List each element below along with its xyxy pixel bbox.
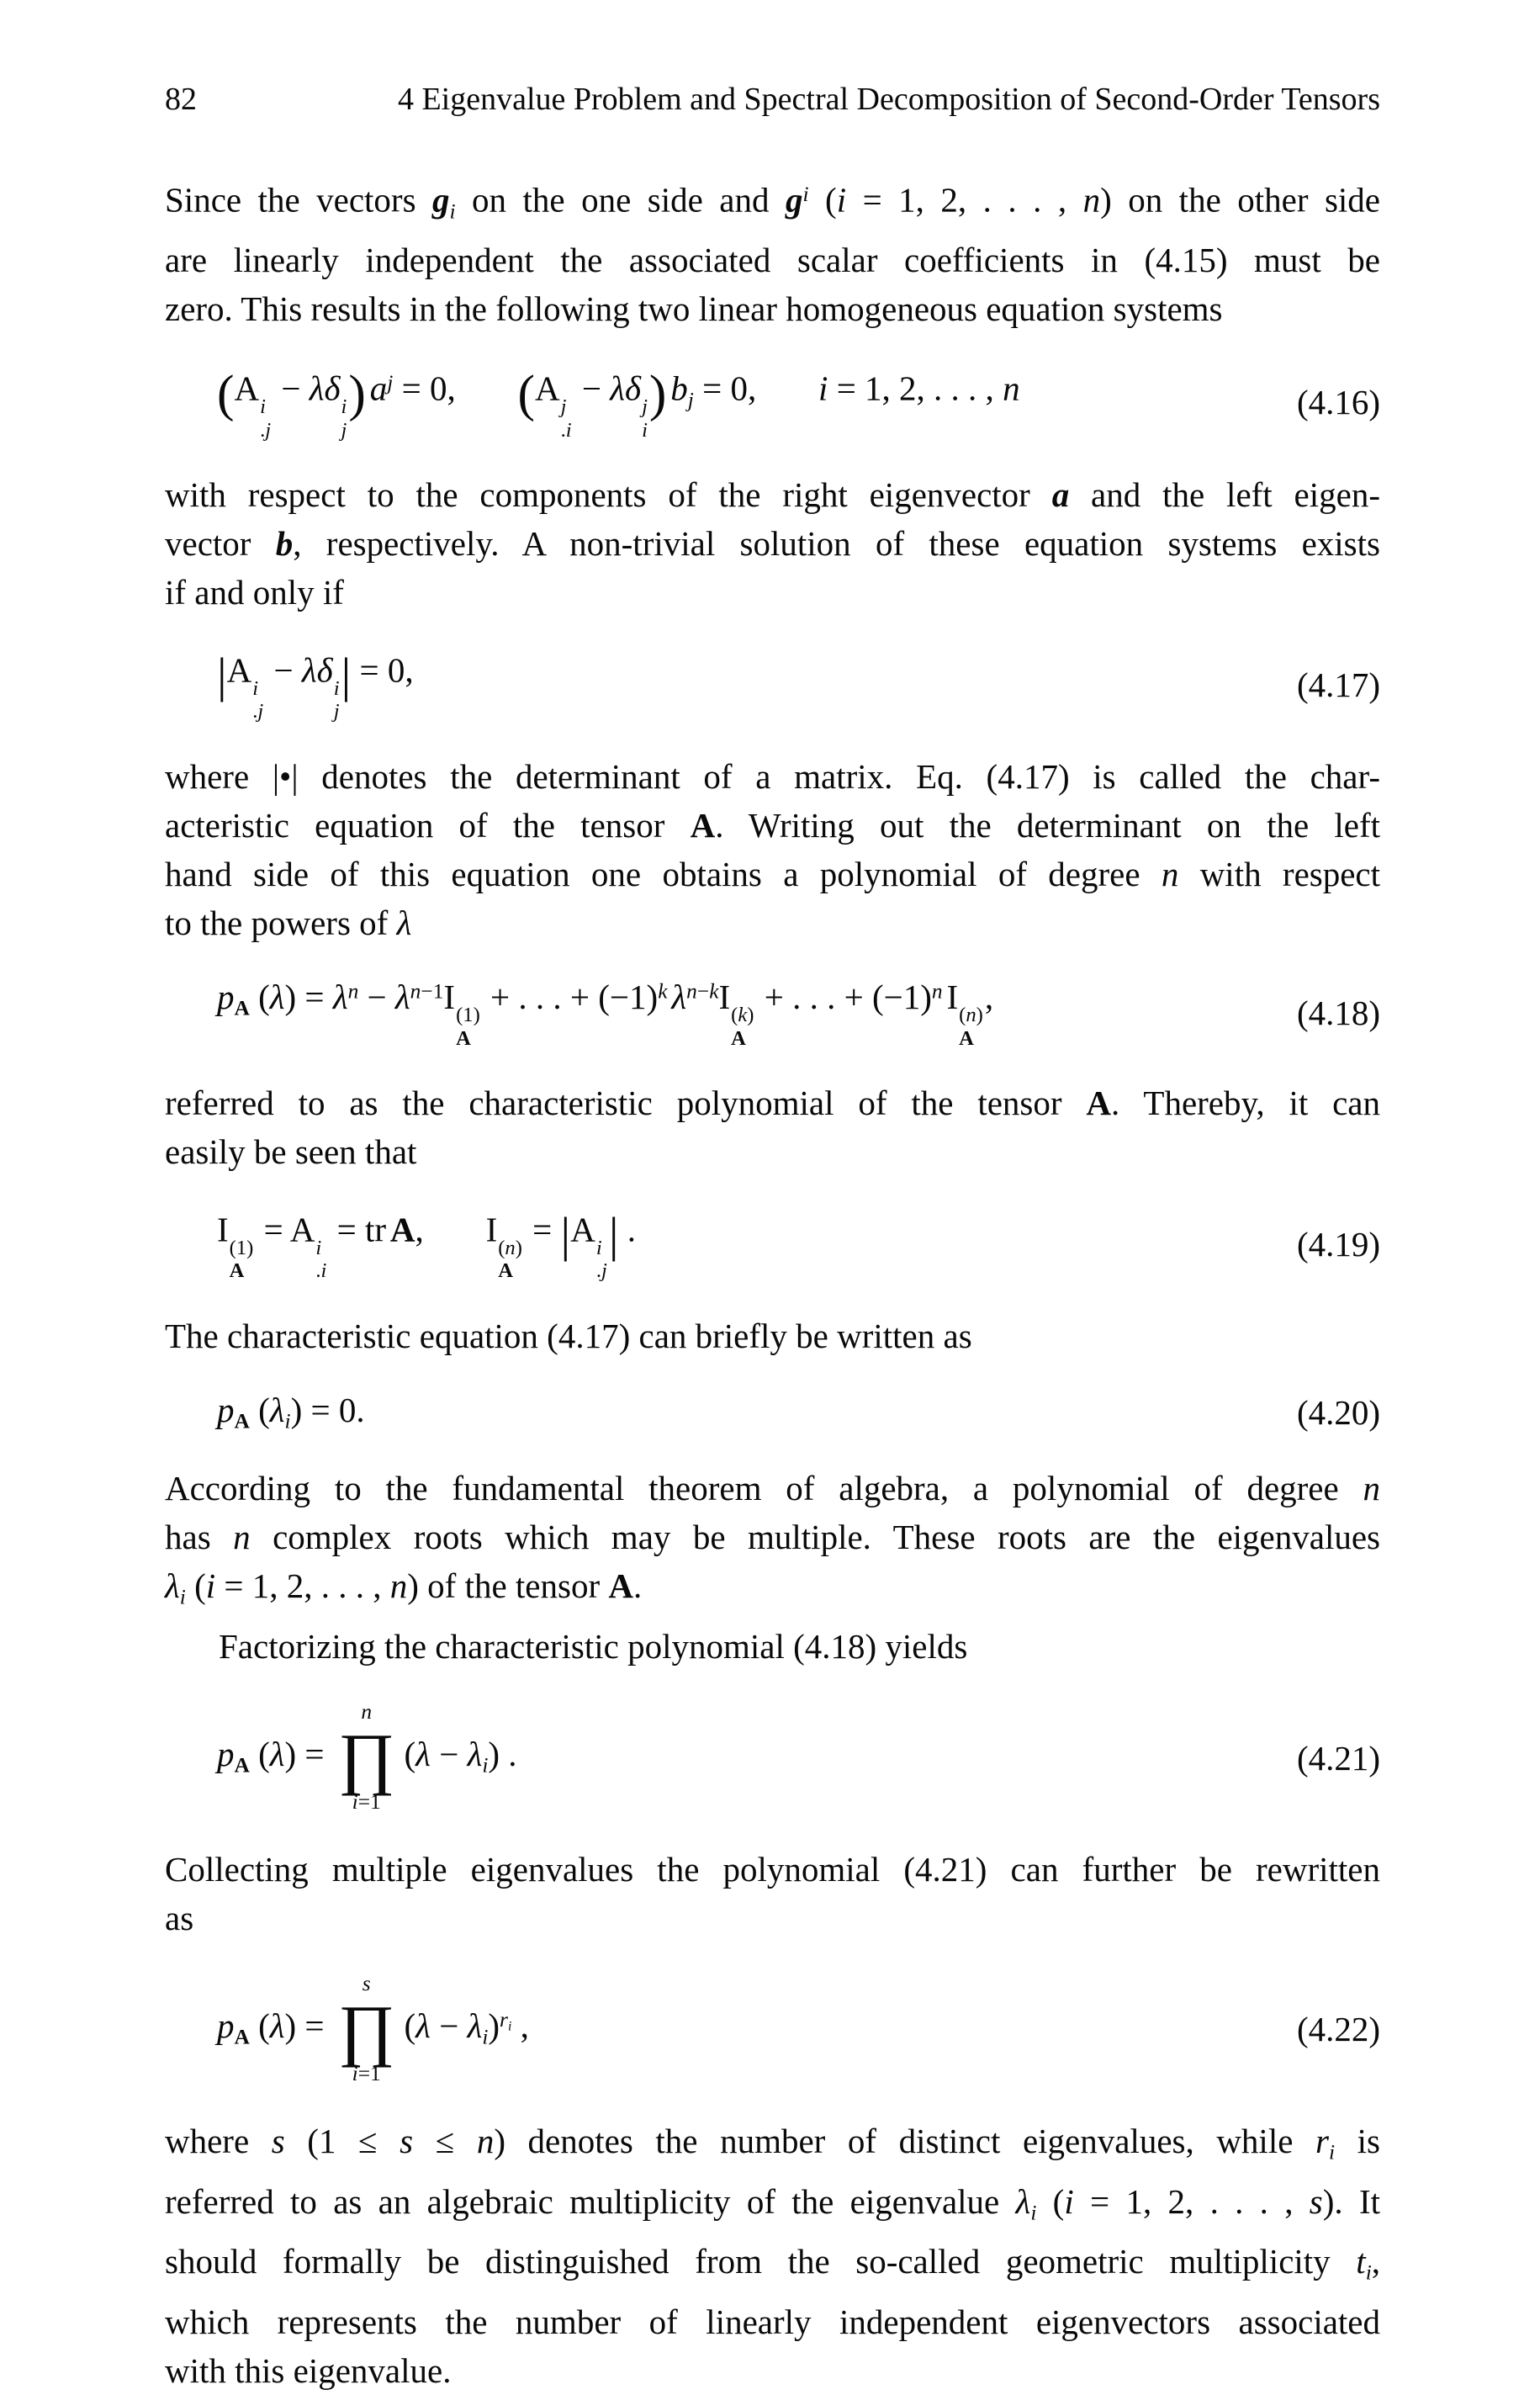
- equation-number: (4.17): [1296, 665, 1380, 704]
- text-line: referred to as the characteristic polynomial of the tensor A. Thereby, it can: [165, 1084, 1380, 1123]
- equation-body: $p_A$ (λ) = n ∏ i=1 $(\lambda - \lambda_i)$ .: [217, 1700, 517, 1815]
- equation-4-21: [165, 1699, 1380, 1816]
- page-content: [165, 170, 1380, 2395]
- text-line: which represents the number of linearly independent eigenvectors associated: [165, 2302, 1380, 2341]
- text-line: hand side of this equation one obtains a polynomial of degree n with respect: [165, 855, 1381, 894]
- text-line: Factorizing the characteristic polynomial (4.18) yields: [219, 1627, 968, 1666]
- text-line: zero. This results in the following two linear homogeneous equation systems: [165, 289, 1223, 329]
- paragraph-3: [165, 752, 1380, 947]
- text-line: with this eigenvalue.: [165, 2350, 452, 2390]
- text-line: as: [165, 1898, 194, 1937]
- equation-body: $p_A$ $(\lambda) = \lambda^n - \lambda^{n-1}I$ (1) A + . . . + $(-1)^k$ $\lambda^{n-k}I$ (k) A + . . . + $(-1)^n$ I (n) A ,: [217, 978, 994, 1050]
- equation-body: $p_A$ (λ) = s ∏ i=1 $(\lambda - \lambda_i)^{r_i}$ ,: [217, 1971, 529, 2086]
- text-line: has n complex roots which may be multiple. These roots are the eigenvalues: [165, 1518, 1380, 1557]
- text-line: referred to as an algebraic multiplicity of the eigenvalue $\lambda_i$ (i = 1, 2, . . . , s). It: [165, 2181, 1381, 2225]
- text-line: to the powers of λ: [165, 903, 412, 943]
- equation-4-18: [165, 976, 1380, 1050]
- equation-body: I (1) A = A i .i = tr A, I (n) A = |A i .j | .: [217, 1207, 636, 1283]
- paragraph-2: [165, 470, 1380, 617]
- equation-number: (4.21): [1296, 1738, 1380, 1778]
- text-line: According to the fundamental theorem of algebra, a polynomial of degree n: [165, 1469, 1380, 1508]
- text-line: easily be seen that: [165, 1132, 417, 1172]
- text-line: vector b, respectively. A non-trivial solution of these equation systems exists: [165, 524, 1380, 564]
- text-line: Collecting multiple eigenvalues the polynomial (4.21) can further be rewritten: [165, 1849, 1380, 1889]
- paragraph-7: [165, 1622, 1380, 1671]
- equation-number: (4.16): [1296, 382, 1380, 421]
- running-head: [165, 81, 1380, 118]
- text-line: are linearly independent the associated scalar coefficients in (4.15) must be: [165, 241, 1380, 280]
- equation-number: (4.19): [1296, 1224, 1380, 1264]
- paragraph-6: [165, 1464, 1380, 1622]
- text-line: where |•| denotes the determinant of a matrix. Eq. (4.17) is called the char-: [165, 757, 1380, 797]
- text-line: if and only if: [165, 573, 344, 612]
- text-line: Since the vectors $g_i$ on the one side and $g^i$ (i = 1, 2, . . . , n) on the other side: [165, 180, 1381, 224]
- paragraph-9: [165, 2117, 1380, 2395]
- text-line: where s (1 ≤ s ≤ n) denotes the number of distinct eigenvalues, while $r_i$ is: [165, 2121, 1380, 2165]
- equation-4-20: [165, 1389, 1380, 1435]
- paragraph-1: [165, 170, 1380, 333]
- equation-4-19: [165, 1205, 1380, 1283]
- equation-number: (4.20): [1296, 1392, 1380, 1432]
- equation-4-16: [165, 362, 1380, 442]
- equation-4-17: [165, 645, 1380, 723]
- equation-body: $p_A$ $(\lambda_i) = 0$.: [217, 1391, 365, 1433]
- text-line: $\lambda_i$ (i = 1, 2, . . . , n) of the tensor A.: [165, 1566, 643, 1610]
- text-line: with respect to the components of the right eigenvector a and the left eigen-: [165, 475, 1380, 515]
- chapter-running-title: 4 Eigenvalue Problem and Spectral Decomposition of Second-Order Tensors: [397, 82, 1380, 117]
- text-line: acteristic equation of the tensor A. Writing out the determinant on the left: [165, 806, 1380, 845]
- equation-4-22: [165, 1971, 1380, 2088]
- paragraph-8: [165, 1845, 1380, 1942]
- paragraph-4: [165, 1078, 1380, 1176]
- text-line: The characteristic equation (4.17) can briefly be written as: [165, 1317, 972, 1355]
- equation-number: (4.18): [1296, 994, 1380, 1033]
- equation-number: (4.22): [1296, 2010, 1380, 2049]
- equation-body: |A i .j − λδ i j | = 0,: [217, 648, 414, 723]
- equation-body: (A i .j − λδ i j ) $a^j = 0$, (A j .i − λδ j i ) $b_j = 0$, i = 1, 2, . . . , n: [217, 365, 1020, 442]
- page-number: 82: [165, 82, 197, 117]
- paragraph-5: [165, 1311, 1380, 1360]
- text-line: should formally be distinguished from the so-called geometric multiplicity $t_i$,: [165, 2242, 1380, 2285]
